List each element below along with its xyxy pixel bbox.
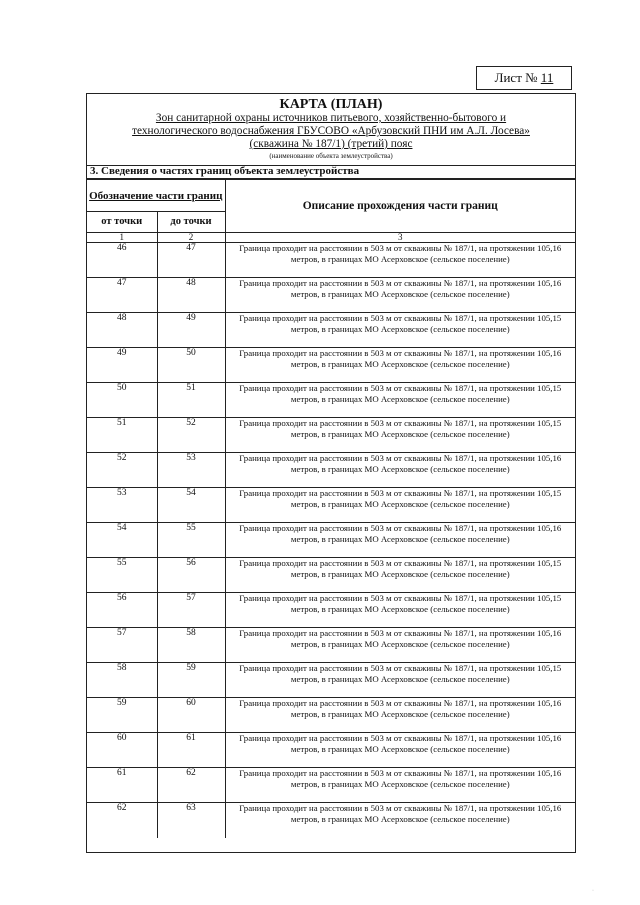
boundary-description-cell: Граница проходит на расстоянии в 503 м от скважины № 187/1, на протяжении 105,16 метров, в границах МО Асерховское (сельское поселение)	[225, 278, 575, 313]
from-point-cell: 61	[87, 768, 157, 803]
document-title: КАРТА (ПЛАН)	[279, 97, 383, 112]
document-frame	[86, 93, 576, 853]
to-point-header: до точки	[157, 212, 225, 233]
boundary-description-cell: Граница проходит на расстоянии в 503 м от скважины № 187/1, на протяжении 105,16 метров, в границах МО Асерховское (сельское поселение)	[225, 803, 575, 838]
object-caption: (наименование объекта землеустройства)	[269, 152, 393, 160]
table-row	[87, 418, 575, 453]
boundary-description-cell: Граница проходит на расстоянии в 503 м от скважины № 187/1, на протяжении 105,16 метров, в границах МО Асерховское (сельское поселение)	[225, 698, 575, 733]
boundary-description-cell: Граница проходит на расстоянии в 503 м от скважины № 187/1, на протяжении 105,15 метров, в границах МО Асерховское (сельское поселение)	[225, 313, 575, 348]
subtitle-line-3: (скважина № 187/1) (третий) пояс	[249, 138, 413, 150]
to-point-cell: 59	[157, 663, 225, 698]
to-point-cell: 54	[157, 488, 225, 523]
from-point-cell: 53	[87, 488, 157, 523]
table-row	[87, 593, 575, 628]
from-point-cell: 46	[87, 243, 157, 278]
to-point-cell: 60	[157, 698, 225, 733]
column-index-1: 1	[87, 233, 157, 243]
to-point-cell: 57	[157, 593, 225, 628]
from-point-cell: 54	[87, 523, 157, 558]
to-point-cell: 56	[157, 558, 225, 593]
boundary-description-cell: Граница проходит на расстоянии в 503 м от скважины № 187/1, на протяжении 105,16 метров, в границах МО Асерховское (сельское поселение)	[225, 523, 575, 558]
from-point-header: от точки	[87, 212, 157, 233]
from-point-cell: 48	[87, 313, 157, 348]
from-point-cell: 55	[87, 558, 157, 593]
to-point-cell: 49	[157, 313, 225, 348]
table-row	[87, 523, 575, 558]
table-row	[87, 558, 575, 593]
boundary-description-cell: Граница проходит на расстоянии в 503 м от скважины № 187/1, на протяжении 105,16 метров, в границах МО Асерховское (сельское поселение)	[225, 348, 575, 383]
table-row	[87, 628, 575, 663]
boundary-description-cell: Граница проходит на расстоянии в 503 м от скважины № 187/1, на протяжении 105,15 метров, в границах МО Асерховское (сельское поселение)	[225, 558, 575, 593]
to-point-cell: 50	[157, 348, 225, 383]
sheet-number: 11	[540, 70, 554, 85]
to-point-cell: 51	[157, 383, 225, 418]
boundary-description-cell: Граница проходит на расстоянии в 503 м от скважины № 187/1, на протяжении 105,16 метров, в границах МО Асерховское (сельское поселение)	[225, 733, 575, 768]
from-point-cell: 56	[87, 593, 157, 628]
sheet-number-box	[476, 66, 572, 90]
from-point-cell: 57	[87, 628, 157, 663]
boundary-description-cell: Граница проходит на расстоянии в 503 м от скважины № 187/1, на протяжении 105,15 метров, в границах МО Асерховское (сельское поселение)	[225, 418, 575, 453]
table-row	[87, 243, 575, 278]
to-point-cell: 63	[157, 803, 225, 838]
boundary-description-cell: Граница проходит на расстоянии в 503 м от скважины № 187/1, на протяжении 105,15 метров, в границах МО Асерховское (сельское поселение)	[225, 663, 575, 698]
table-row	[87, 453, 575, 488]
boundary-description-cell: Граница проходит на расстоянии в 503 м от скважины № 187/1, на протяжении 105,16 метров, в границах МО Асерховское (сельское поселение)	[225, 628, 575, 663]
sheet-label: Лист №	[494, 70, 538, 85]
boundary-description-cell: Граница проходит на расстоянии в 503 м от скважины № 187/1, на протяжении 105,15 метров, в границах МО Асерховское (сельское поселение)	[225, 488, 575, 523]
from-point-cell: 58	[87, 663, 157, 698]
from-point-cell: 51	[87, 418, 157, 453]
boundary-table	[87, 179, 575, 838]
corner-mark: ·	[592, 888, 594, 894]
table-row	[87, 663, 575, 698]
subtitle-line-2: технологического водоснабжения ГБУСОВО «Арбузовский ПНИ им А.Л. Лосева»	[132, 125, 530, 137]
from-point-cell: 62	[87, 803, 157, 838]
table-row	[87, 488, 575, 523]
to-point-cell: 47	[157, 243, 225, 278]
boundary-description-cell: Граница проходит на расстоянии в 503 м от скважины № 187/1, на протяжении 105,16 метров, в границах МО Асерховское (сельское поселение)	[225, 243, 575, 278]
table-row	[87, 278, 575, 313]
from-point-cell: 52	[87, 453, 157, 488]
to-point-cell: 53	[157, 453, 225, 488]
from-point-cell: 47	[87, 278, 157, 313]
from-point-cell: 60	[87, 733, 157, 768]
designation-header: Обозначение части границ	[87, 180, 225, 212]
boundary-description-cell: Граница проходит на расстоянии в 503 м от скважины № 187/1, на протяжении 105,15 метров, в границах МО Асерховское (сельское поселение)	[225, 593, 575, 628]
from-point-cell: 50	[87, 383, 157, 418]
table-row	[87, 313, 575, 348]
to-point-cell: 55	[157, 523, 225, 558]
boundary-description-cell: Граница проходит на расстоянии в 503 м от скважины № 187/1, на протяжении 105,16 метров, в границах МО Асерховское (сельское поселение)	[225, 768, 575, 803]
column-index-3: 3	[225, 233, 575, 243]
table-body	[87, 243, 575, 838]
from-point-cell: 59	[87, 698, 157, 733]
to-point-cell: 58	[157, 628, 225, 663]
table-row	[87, 803, 575, 838]
table-row	[87, 348, 575, 383]
document-header	[87, 94, 575, 166]
column-index-2: 2	[157, 233, 225, 243]
to-point-cell: 52	[157, 418, 225, 453]
boundary-description-cell: Граница проходит на расстоянии в 503 м от скважины № 187/1, на протяжении 105,15 метров, в границах МО Асерховское (сельское поселение)	[225, 383, 575, 418]
table-row	[87, 383, 575, 418]
to-point-cell: 61	[157, 733, 225, 768]
table-row	[87, 733, 575, 768]
from-point-cell: 49	[87, 348, 157, 383]
table-row	[87, 698, 575, 733]
to-point-cell: 62	[157, 768, 225, 803]
section-title: 3. Сведения о частях границ объекта землеустройства	[87, 166, 575, 179]
description-header: Описание прохождения части границ	[225, 180, 575, 233]
boundary-description-cell: Граница проходит на расстоянии в 503 м от скважины № 187/1, на протяжении 105,16 метров, в границах МО Асерховское (сельское поселение)	[225, 453, 575, 488]
subtitle-line-1: Зон санитарной охраны источников питьевого, хозяйственно-бытового и	[155, 112, 507, 124]
to-point-cell: 48	[157, 278, 225, 313]
table-row	[87, 768, 575, 803]
